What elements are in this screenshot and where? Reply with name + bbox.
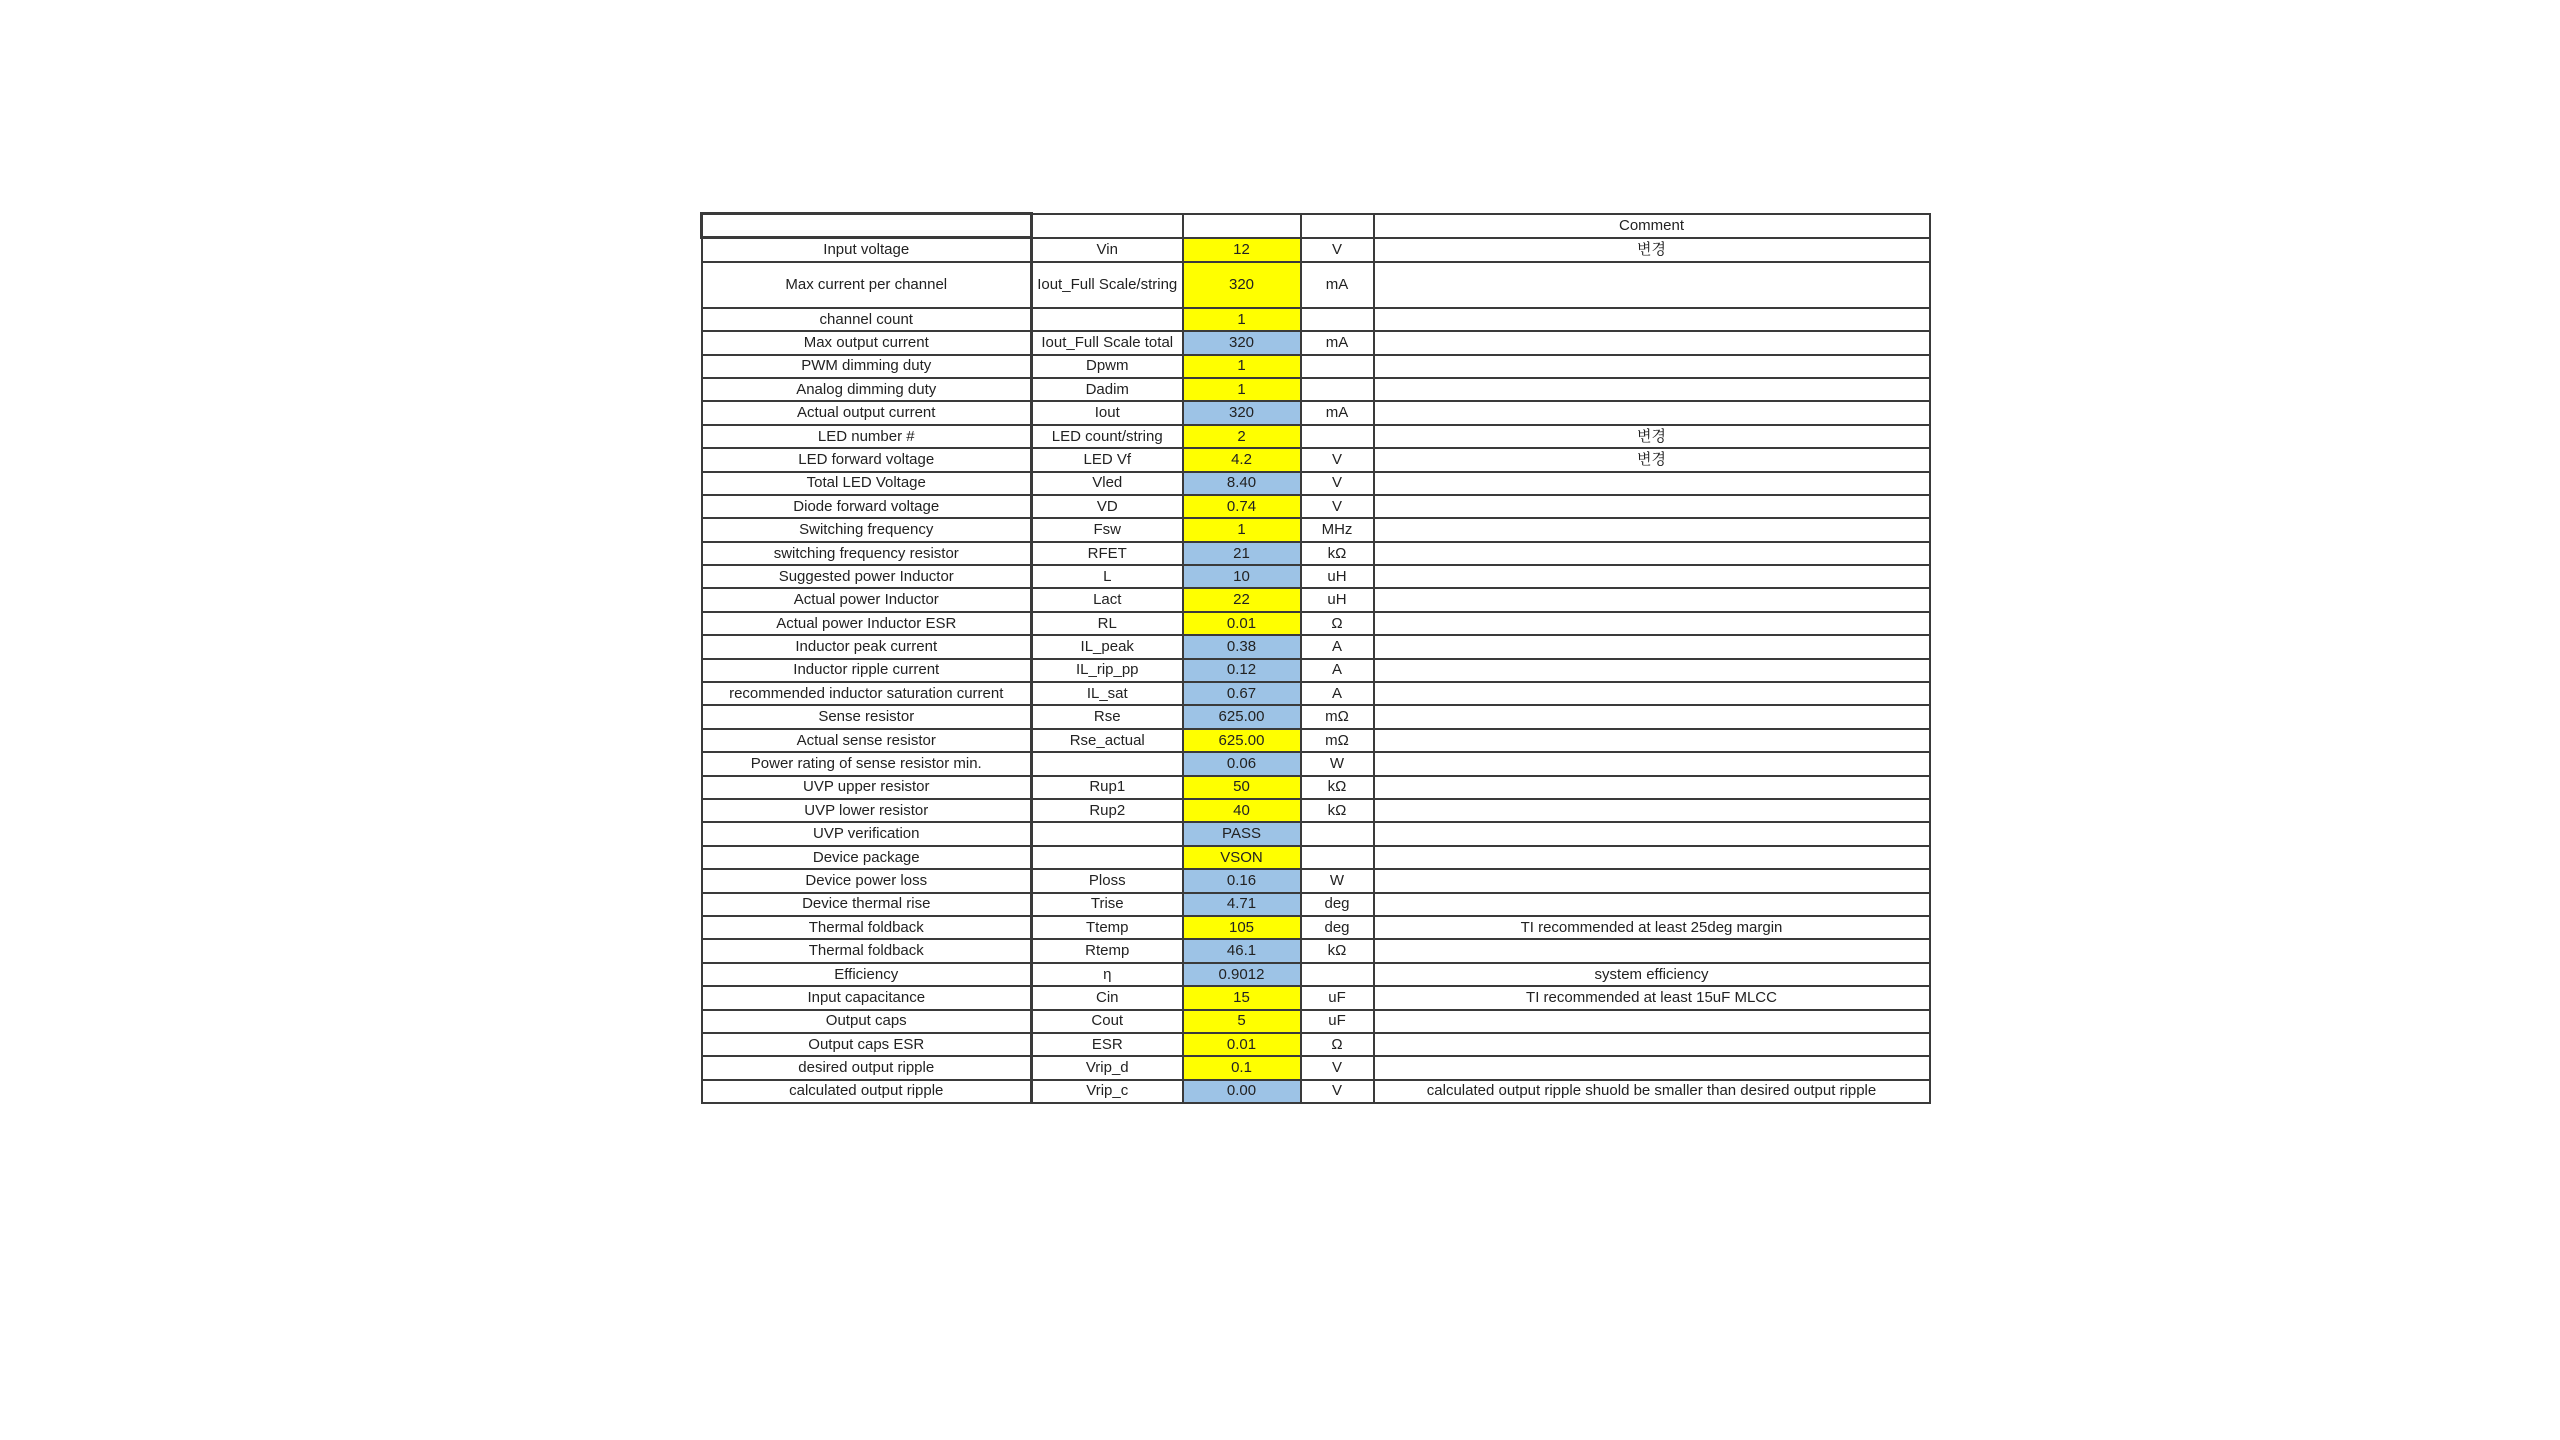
comment-cell[interactable]: TI recommended at least 15uF MLCC (1374, 986, 1930, 1009)
table-row (702, 518, 1930, 541)
description-cell[interactable]: Actual sense resistor (702, 729, 1032, 752)
table-row (702, 939, 1930, 962)
table-row (702, 986, 1930, 1009)
comment-cell[interactable] (1374, 659, 1930, 682)
description-cell[interactable]: Output caps ESR (702, 1033, 1032, 1056)
unit-cell[interactable]: kΩ (1301, 542, 1374, 565)
table-row (702, 588, 1930, 611)
comment-cell[interactable] (1374, 542, 1930, 565)
unit-cell[interactable]: V (1301, 495, 1374, 518)
comment-cell[interactable] (1374, 846, 1930, 869)
symbol-cell[interactable]: Dadim (1032, 378, 1183, 401)
value-cell[interactable]: 40 (1183, 799, 1301, 822)
description-cell[interactable]: Inductor peak current (702, 635, 1032, 658)
symbol-cell[interactable]: ESR (1032, 1033, 1183, 1056)
value-cell[interactable]: 22 (1183, 588, 1301, 611)
unit-cell[interactable]: uF (1301, 986, 1374, 1009)
comment-cell[interactable] (1374, 799, 1930, 822)
value-cell[interactable]: 5 (1183, 1010, 1301, 1033)
value-cell[interactable]: 10 (1183, 565, 1301, 588)
comment-cell[interactable]: 변경 (1374, 238, 1930, 262)
value-cell[interactable]: 0.74 (1183, 495, 1301, 518)
description-cell[interactable]: LED number # (702, 425, 1032, 448)
description-cell[interactable]: UVP upper resistor (702, 776, 1032, 799)
description-cell[interactable]: UVP verification (702, 822, 1032, 845)
unit-cell[interactable]: A (1301, 659, 1374, 682)
table-row (702, 729, 1930, 752)
table-row (702, 238, 1930, 262)
description-cell[interactable]: switching frequency resistor (702, 542, 1032, 565)
value-cell[interactable]: 50 (1183, 776, 1301, 799)
comment-cell[interactable] (1374, 331, 1930, 354)
table-row (702, 635, 1930, 658)
comment-cell[interactable] (1374, 729, 1930, 752)
unit-cell[interactable]: uF (1301, 1010, 1374, 1033)
comment-cell[interactable]: TI recommended at least 25deg margin (1374, 916, 1930, 939)
symbol-cell[interactable]: Ploss (1032, 869, 1183, 892)
comment-cell[interactable] (1374, 776, 1930, 799)
table-row (702, 355, 1930, 378)
unit-cell[interactable] (1301, 846, 1374, 869)
comment-cell[interactable] (1374, 565, 1930, 588)
value-cell[interactable]: 2 (1183, 425, 1301, 448)
table-row (702, 659, 1930, 682)
table-row (702, 331, 1930, 354)
symbol-cell[interactable]: Rse_actual (1032, 729, 1183, 752)
value-cell[interactable]: 0.01 (1183, 612, 1301, 635)
table-row (702, 612, 1930, 635)
unit-cell[interactable]: mA (1301, 262, 1374, 308)
description-cell[interactable]: Total LED Voltage (702, 472, 1032, 495)
unit-cell[interactable]: A (1301, 635, 1374, 658)
symbol-cell[interactable]: IL_peak (1032, 635, 1183, 658)
symbol-cell[interactable] (1032, 846, 1183, 869)
header-row (702, 214, 1930, 238)
value-cell[interactable]: 0.01 (1183, 1033, 1301, 1056)
description-cell[interactable]: desired output ripple (702, 1056, 1032, 1079)
description-cell[interactable]: Actual output current (702, 401, 1032, 424)
value-cell[interactable]: 8.40 (1183, 472, 1301, 495)
symbol-cell[interactable]: Rup2 (1032, 799, 1183, 822)
unit-cell[interactable]: kΩ (1301, 799, 1374, 822)
table-row (702, 565, 1930, 588)
symbol-cell[interactable]: IL_rip_pp (1032, 659, 1183, 682)
comment-cell[interactable] (1374, 822, 1930, 845)
table-row (702, 495, 1930, 518)
unit-cell[interactable]: MHz (1301, 518, 1374, 541)
symbol-cell[interactable]: RL (1032, 612, 1183, 635)
comment-cell[interactable] (1374, 752, 1930, 775)
unit-cell[interactable]: mΩ (1301, 705, 1374, 728)
comment-cell[interactable] (1374, 939, 1930, 962)
table-row (702, 1010, 1930, 1033)
value-cell[interactable]: 0.9012 (1183, 963, 1301, 986)
description-cell[interactable]: Diode forward voltage (702, 495, 1032, 518)
unit-cell[interactable] (1301, 822, 1374, 845)
symbol-cell[interactable]: Lact (1032, 588, 1183, 611)
symbol-cell[interactable]: IL_sat (1032, 682, 1183, 705)
description-cell[interactable]: Sense resistor (702, 705, 1032, 728)
comment-cell[interactable]: 변경 (1374, 425, 1930, 448)
table-row (702, 425, 1930, 448)
description-cell[interactable]: Input capacitance (702, 986, 1032, 1009)
description-cell[interactable]: Analog dimming duty (702, 378, 1032, 401)
unit-cell[interactable]: W (1301, 869, 1374, 892)
unit-cell[interactable]: Ω (1301, 612, 1374, 635)
description-cell[interactable]: Input voltage (702, 238, 1032, 262)
comment-cell[interactable] (1374, 355, 1930, 378)
value-cell[interactable]: 625.00 (1183, 705, 1301, 728)
unit-cell[interactable]: Ω (1301, 1033, 1374, 1056)
description-cell[interactable]: Suggested power Inductor (702, 565, 1032, 588)
unit-cell[interactable]: V (1301, 448, 1374, 471)
symbol-cell[interactable]: Cout (1032, 1010, 1183, 1033)
comment-cell[interactable] (1374, 1056, 1930, 1079)
symbol-cell[interactable]: LED count/string (1032, 425, 1183, 448)
description-cell[interactable]: UVP lower resistor (702, 799, 1032, 822)
value-cell[interactable]: 0.16 (1183, 869, 1301, 892)
description-cell[interactable]: Output caps (702, 1010, 1032, 1033)
symbol-cell[interactable]: η (1032, 963, 1183, 986)
unit-cell[interactable]: uH (1301, 565, 1374, 588)
unit-cell[interactable]: kΩ (1301, 939, 1374, 962)
value-cell[interactable]: 1 (1183, 378, 1301, 401)
description-cell[interactable]: Actual power Inductor (702, 588, 1032, 611)
comment-cell[interactable] (1374, 1010, 1930, 1033)
table-row (702, 776, 1930, 799)
symbol-cell[interactable]: VD (1032, 495, 1183, 518)
symbol-cell[interactable]: Vrip_c (1032, 1080, 1183, 1103)
symbol-cell[interactable] (1032, 822, 1183, 845)
table-row (702, 1033, 1930, 1056)
value-cell[interactable]: VSON (1183, 846, 1301, 869)
unit-cell[interactable]: A (1301, 682, 1374, 705)
comment-cell[interactable] (1374, 378, 1930, 401)
value-cell[interactable]: 625.00 (1183, 729, 1301, 752)
unit-cell[interactable]: kΩ (1301, 776, 1374, 799)
symbol-cell[interactable] (1032, 308, 1183, 331)
symbol-cell[interactable]: Vled (1032, 472, 1183, 495)
description-cell[interactable]: Thermal foldback (702, 939, 1032, 962)
symbol-cell[interactable]: Rup1 (1032, 776, 1183, 799)
table-row (702, 869, 1930, 892)
comment-cell[interactable] (1374, 635, 1930, 658)
value-cell[interactable]: 105 (1183, 916, 1301, 939)
value-cell[interactable]: 320 (1183, 262, 1301, 308)
unit-cell[interactable]: V (1301, 1080, 1374, 1103)
value-cell[interactable]: 12 (1183, 238, 1301, 262)
table-row (702, 752, 1930, 775)
description-cell[interactable]: channel count (702, 308, 1032, 331)
symbol-cell[interactable]: Iout_Full Scale total (1032, 331, 1183, 354)
value-cell[interactable]: 15 (1183, 986, 1301, 1009)
symbol-cell[interactable]: Iout_Full Scale/string (1032, 262, 1183, 308)
unit-cell[interactable]: deg (1301, 893, 1374, 916)
description-cell[interactable]: Device package (702, 846, 1032, 869)
header-description-cell[interactable] (702, 214, 1032, 238)
description-cell[interactable]: recommended inductor saturation current (702, 682, 1032, 705)
value-cell[interactable]: 21 (1183, 542, 1301, 565)
comment-cell[interactable] (1374, 893, 1930, 916)
table-row (702, 963, 1930, 986)
comment-cell[interactable] (1374, 612, 1930, 635)
comment-cell[interactable] (1374, 1033, 1930, 1056)
table-row (702, 799, 1930, 822)
symbol-cell[interactable] (1032, 752, 1183, 775)
comment-cell[interactable]: calculated output ripple shuold be smaller than desired output ripple (1374, 1080, 1930, 1103)
header-comment-cell[interactable]: Comment (1374, 214, 1930, 238)
value-cell[interactable]: 1 (1183, 518, 1301, 541)
unit-cell[interactable]: W (1301, 752, 1374, 775)
comment-cell[interactable] (1374, 705, 1930, 728)
header-unit-cell[interactable] (1301, 214, 1374, 238)
unit-cell[interactable]: deg (1301, 916, 1374, 939)
table-row (702, 846, 1930, 869)
description-cell[interactable]: calculated output ripple (702, 1080, 1032, 1103)
symbol-cell[interactable]: Fsw (1032, 518, 1183, 541)
unit-cell[interactable]: V (1301, 1056, 1374, 1079)
symbol-cell[interactable]: L (1032, 565, 1183, 588)
unit-cell[interactable] (1301, 378, 1374, 401)
value-cell[interactable]: 1 (1183, 355, 1301, 378)
value-cell[interactable]: 320 (1183, 331, 1301, 354)
description-cell[interactable]: Efficiency (702, 963, 1032, 986)
table-row (702, 401, 1930, 424)
table-row (702, 822, 1930, 845)
description-cell[interactable]: LED forward voltage (702, 448, 1032, 471)
symbol-cell[interactable]: Rtemp (1032, 939, 1183, 962)
led-driver-calculator-table (700, 212, 1931, 1104)
description-cell[interactable]: PWM dimming duty (702, 355, 1032, 378)
table-row (702, 448, 1930, 471)
comment-cell[interactable] (1374, 518, 1930, 541)
comment-cell[interactable] (1374, 588, 1930, 611)
description-cell[interactable]: Thermal foldback (702, 916, 1032, 939)
unit-cell[interactable]: uH (1301, 588, 1374, 611)
description-cell[interactable]: Device thermal rise (702, 893, 1032, 916)
description-cell[interactable]: Max current per channel (702, 262, 1032, 308)
comment-cell[interactable]: 변경 (1374, 448, 1930, 471)
value-cell[interactable]: 0.00 (1183, 1080, 1301, 1103)
unit-cell[interactable]: mΩ (1301, 729, 1374, 752)
symbol-cell[interactable]: RFET (1032, 542, 1183, 565)
unit-cell[interactable]: mA (1301, 401, 1374, 424)
unit-cell[interactable]: V (1301, 238, 1374, 262)
symbol-cell[interactable]: Cin (1032, 986, 1183, 1009)
value-cell[interactable]: 4.2 (1183, 448, 1301, 471)
value-cell[interactable]: 46.1 (1183, 939, 1301, 962)
value-cell[interactable]: 0.38 (1183, 635, 1301, 658)
comment-cell[interactable] (1374, 869, 1930, 892)
unit-cell[interactable]: V (1301, 472, 1374, 495)
symbol-cell[interactable]: LED Vf (1032, 448, 1183, 471)
table-row (702, 682, 1930, 705)
value-cell[interactable]: 0.06 (1183, 752, 1301, 775)
unit-cell[interactable] (1301, 425, 1374, 448)
description-cell[interactable]: Switching frequency (702, 518, 1032, 541)
value-cell[interactable]: 0.1 (1183, 1056, 1301, 1079)
symbol-cell[interactable]: Rse (1032, 705, 1183, 728)
table-row (702, 893, 1930, 916)
comment-cell[interactable] (1374, 262, 1930, 308)
unit-cell[interactable] (1301, 963, 1374, 986)
description-cell[interactable]: Max output current (702, 331, 1032, 354)
symbol-cell[interactable]: Trise (1032, 893, 1183, 916)
comment-cell[interactable] (1374, 682, 1930, 705)
symbol-cell[interactable]: Vrip_d (1032, 1056, 1183, 1079)
header-symbol-cell[interactable] (1032, 214, 1183, 238)
description-cell[interactable]: Device power loss (702, 869, 1032, 892)
value-cell[interactable]: 1 (1183, 308, 1301, 331)
symbol-cell[interactable]: Vin (1032, 238, 1183, 262)
table-row (702, 308, 1930, 331)
value-cell[interactable]: 4.71 (1183, 893, 1301, 916)
table-row (702, 916, 1930, 939)
unit-cell[interactable] (1301, 355, 1374, 378)
table-body (702, 214, 1930, 1104)
comment-cell[interactable] (1374, 495, 1930, 518)
comment-cell[interactable]: system efficiency (1374, 963, 1930, 986)
table-row (702, 1080, 1930, 1103)
header-value-cell[interactable] (1183, 214, 1301, 238)
value-cell[interactable]: 320 (1183, 401, 1301, 424)
table-row (702, 705, 1930, 728)
symbol-cell[interactable]: Iout (1032, 401, 1183, 424)
comment-cell[interactable] (1374, 308, 1930, 331)
table-row (702, 1056, 1930, 1079)
description-cell[interactable]: Actual power Inductor ESR (702, 612, 1032, 635)
table-row (702, 378, 1930, 401)
description-cell[interactable]: Inductor ripple current (702, 659, 1032, 682)
value-cell[interactable]: 0.12 (1183, 659, 1301, 682)
symbol-cell[interactable]: Dpwm (1032, 355, 1183, 378)
table-row (702, 542, 1930, 565)
value-cell[interactable]: 0.67 (1183, 682, 1301, 705)
description-cell[interactable]: Power rating of sense resistor min. (702, 752, 1032, 775)
table-row (702, 262, 1930, 308)
comment-cell[interactable] (1374, 401, 1930, 424)
table-row (702, 472, 1930, 495)
unit-cell[interactable] (1301, 308, 1374, 331)
symbol-cell[interactable]: Ttemp (1032, 916, 1183, 939)
value-cell[interactable]: PASS (1183, 822, 1301, 845)
comment-cell[interactable] (1374, 472, 1930, 495)
unit-cell[interactable]: mA (1301, 331, 1374, 354)
